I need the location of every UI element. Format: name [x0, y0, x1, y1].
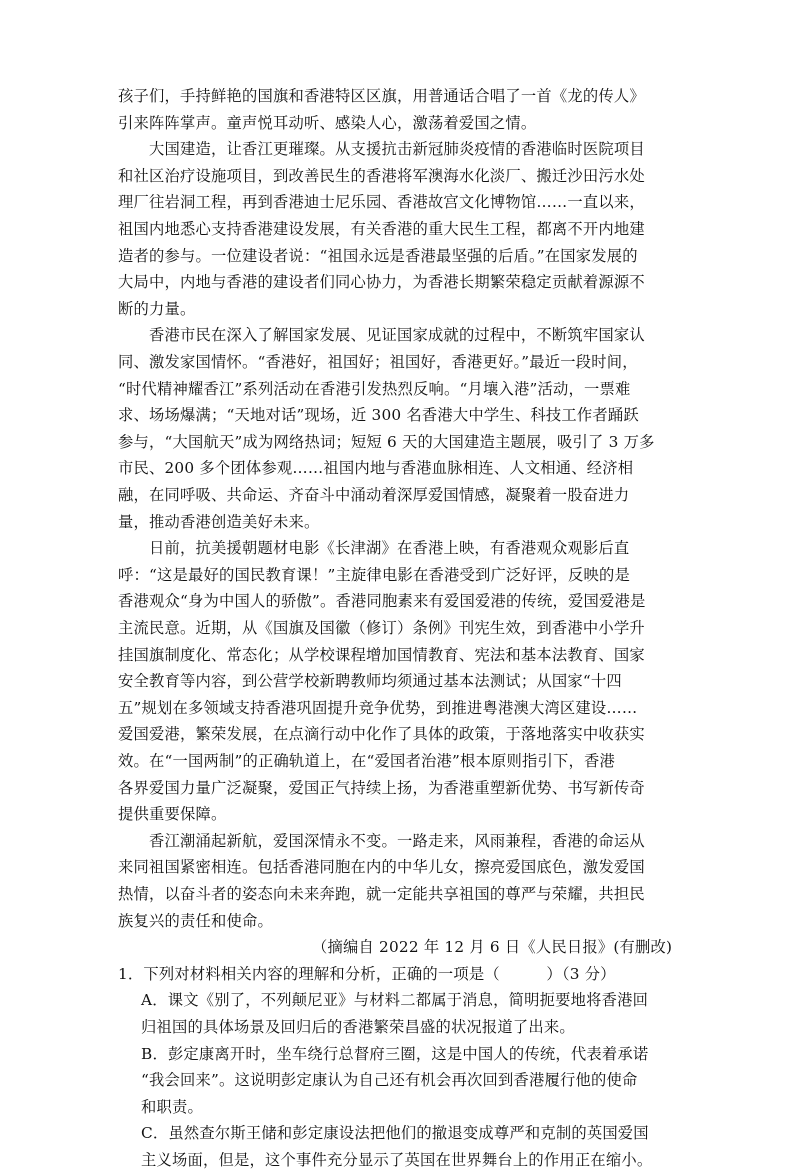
- option-c-line: C．虽然查尔斯王储和彭定康设法把他们的撤退变成尊严和克制的英国爱国: [141, 1124, 649, 1143]
- text-line: 引来阵阵掌声。童声悦耳动听、感染人心，激荡着爱国之情。: [118, 113, 537, 132]
- text-line: 香港市民在深入了解国家发展、见证国家成就的过程中，不断筑牢国家认: [149, 326, 645, 345]
- text-line: 理厂往岩洞工程，再到香港迪士尼乐园、香港故宫文化博物馆……一直以来，: [118, 193, 645, 212]
- text-line: 香港观众“身为中国人的骄傲”。香港同胞素来有爱国爱港的传统，爱国爱港是: [118, 592, 646, 611]
- option-c-line: 主义场面，但是，这个事件充分显示了英国在世界舞台上的作用正在缩小。: [141, 1151, 653, 1169]
- text-line: 量，推动香港创造美好未来。: [118, 512, 320, 531]
- text-line: 大局中，内地与香港的建设者们同心协力，为香港长期繁荣稳定贡献着源源不: [118, 273, 645, 292]
- text-line: 提供重要保障。: [118, 805, 227, 824]
- text-line: 断的力量。: [118, 299, 196, 318]
- text-line: 族复兴的责任和使命。: [118, 911, 273, 930]
- text-line: 参与，“大国航天”成为网络热词；短短 6 天的大国建造主题展，吸引了 3 万多: [118, 432, 655, 451]
- text-line: 和社区治疗设施项目，到改善民生的香港将军澳海水化淡厂、搬迁沙田污水处: [118, 166, 645, 185]
- source-citation: （摘编自 2022 年 12 月 6 日《人民日报》(有删改): [312, 938, 673, 957]
- text-line: 挂国旗制度化、常态化；从学校课程增加国情教育、宪法和基本法教育、国家: [118, 645, 645, 664]
- text-line: 主流民意。近期，从《国旗及国徽（修订）条例》刊宪生效，到香港中小学升: [118, 619, 645, 637]
- text-line: 市民、200 多个团体参观……祖国内地与香港血脉相连、人文相通、经济相: [118, 459, 634, 478]
- text-line: 来同祖国紧密相连。包括香港同胞在内的中华儿女，擦亮爱国底色，激发爱国: [118, 858, 645, 877]
- text-line: 各界爱国力量广泛凝聚，爱国正气持续上扬，为香港重塑新优势、书写新传奇: [118, 778, 645, 797]
- text-line: 同、激发家国情怀。“香港好，祖国好；祖国好，香港更好。”最近一段时间，: [118, 353, 638, 371]
- option-a-line: 归祖国的具体场景及回归后的香港繁荣昌盛的状况报道了出来。: [141, 1018, 575, 1036]
- text-line: “时代精神耀香江”系列活动在香港引发热烈反响。“月壤入港”活动，一票难: [118, 379, 631, 398]
- option-b-line: B．彭定康离开时，坐车绕行总督府三圈，这是中国人的传统，代表着承诺: [141, 1044, 649, 1063]
- option-a-line: A．课文《别了，不列颠尼亚》与材料二都属于消息，简明扼要地将香港回: [141, 991, 649, 1010]
- text-line: 孩子们，手持鲜艳的国旗和香港特区区旗，用普通话合唱了一首《龙的传人》: [118, 87, 645, 105]
- text-line: 五”规划在多领域支持香港巩固提升竞争优势，到推进粤港澳大湾区建设……: [118, 698, 638, 717]
- text-line: 安全教育等内容，到公营学校新聘教师均须通过基本法测试；从国家“十四: [118, 672, 622, 691]
- text-line: 大国建造，让香江更璀璨。从支援抗击新冠肺炎疫情的香港临时医院项目: [149, 140, 645, 159]
- text-line: 融，在同呼吸、共命运、齐奋斗中涌动着深厚爱国情感，凝聚着一股奋进力: [118, 486, 630, 504]
- question-stem: 1．下列对材料相关内容的理解和分析，正确的一项是（ ）（3 分）: [118, 964, 616, 983]
- option-b-line: 和职责。: [141, 1097, 203, 1116]
- text-line: 效。在“一国两制”的正确轨道上，在“爱国者治港”根本原则指引下，香港: [118, 752, 615, 770]
- text-line: 爱国爱港，繁荣发展，在点滴行动中化作了具体的政策，于落地落实中收获实: [118, 725, 645, 744]
- text-line: 日前，抗美援朝题材电影《长津湖》在香港上映，有香港观众观影后直: [149, 539, 630, 558]
- text-line: 求、场场爆满；“天地对话”现场，近 300 名香港大中学生、科技工作者踊跃: [118, 406, 639, 425]
- text-line: 呼：“这是最好的国民教育课！”主旋律电影在香港受到广泛好评，反映的是: [118, 565, 630, 584]
- text-line: 造者的参与。一位建设者说：“祖国永远是香港最坚强的后盾。”在国家发展的: [118, 246, 638, 265]
- text-line: 热情，以奋斗者的姿态向未来奔跑，就一定能共享祖国的尊严与荣耀，共担民: [118, 885, 645, 903]
- text-line: 香江潮涌起新航，爱国深情永不变。一路走来，风雨兼程，香港的命运从: [149, 831, 645, 850]
- option-b-line: “我会回来”。这说明彭定康认为自己还有机会再次回到香港履行他的使命: [141, 1071, 638, 1090]
- text-line: 祖国内地悉心支持香港建设发展，有关香港的重大民生工程，都离不开内地建: [118, 220, 645, 238]
